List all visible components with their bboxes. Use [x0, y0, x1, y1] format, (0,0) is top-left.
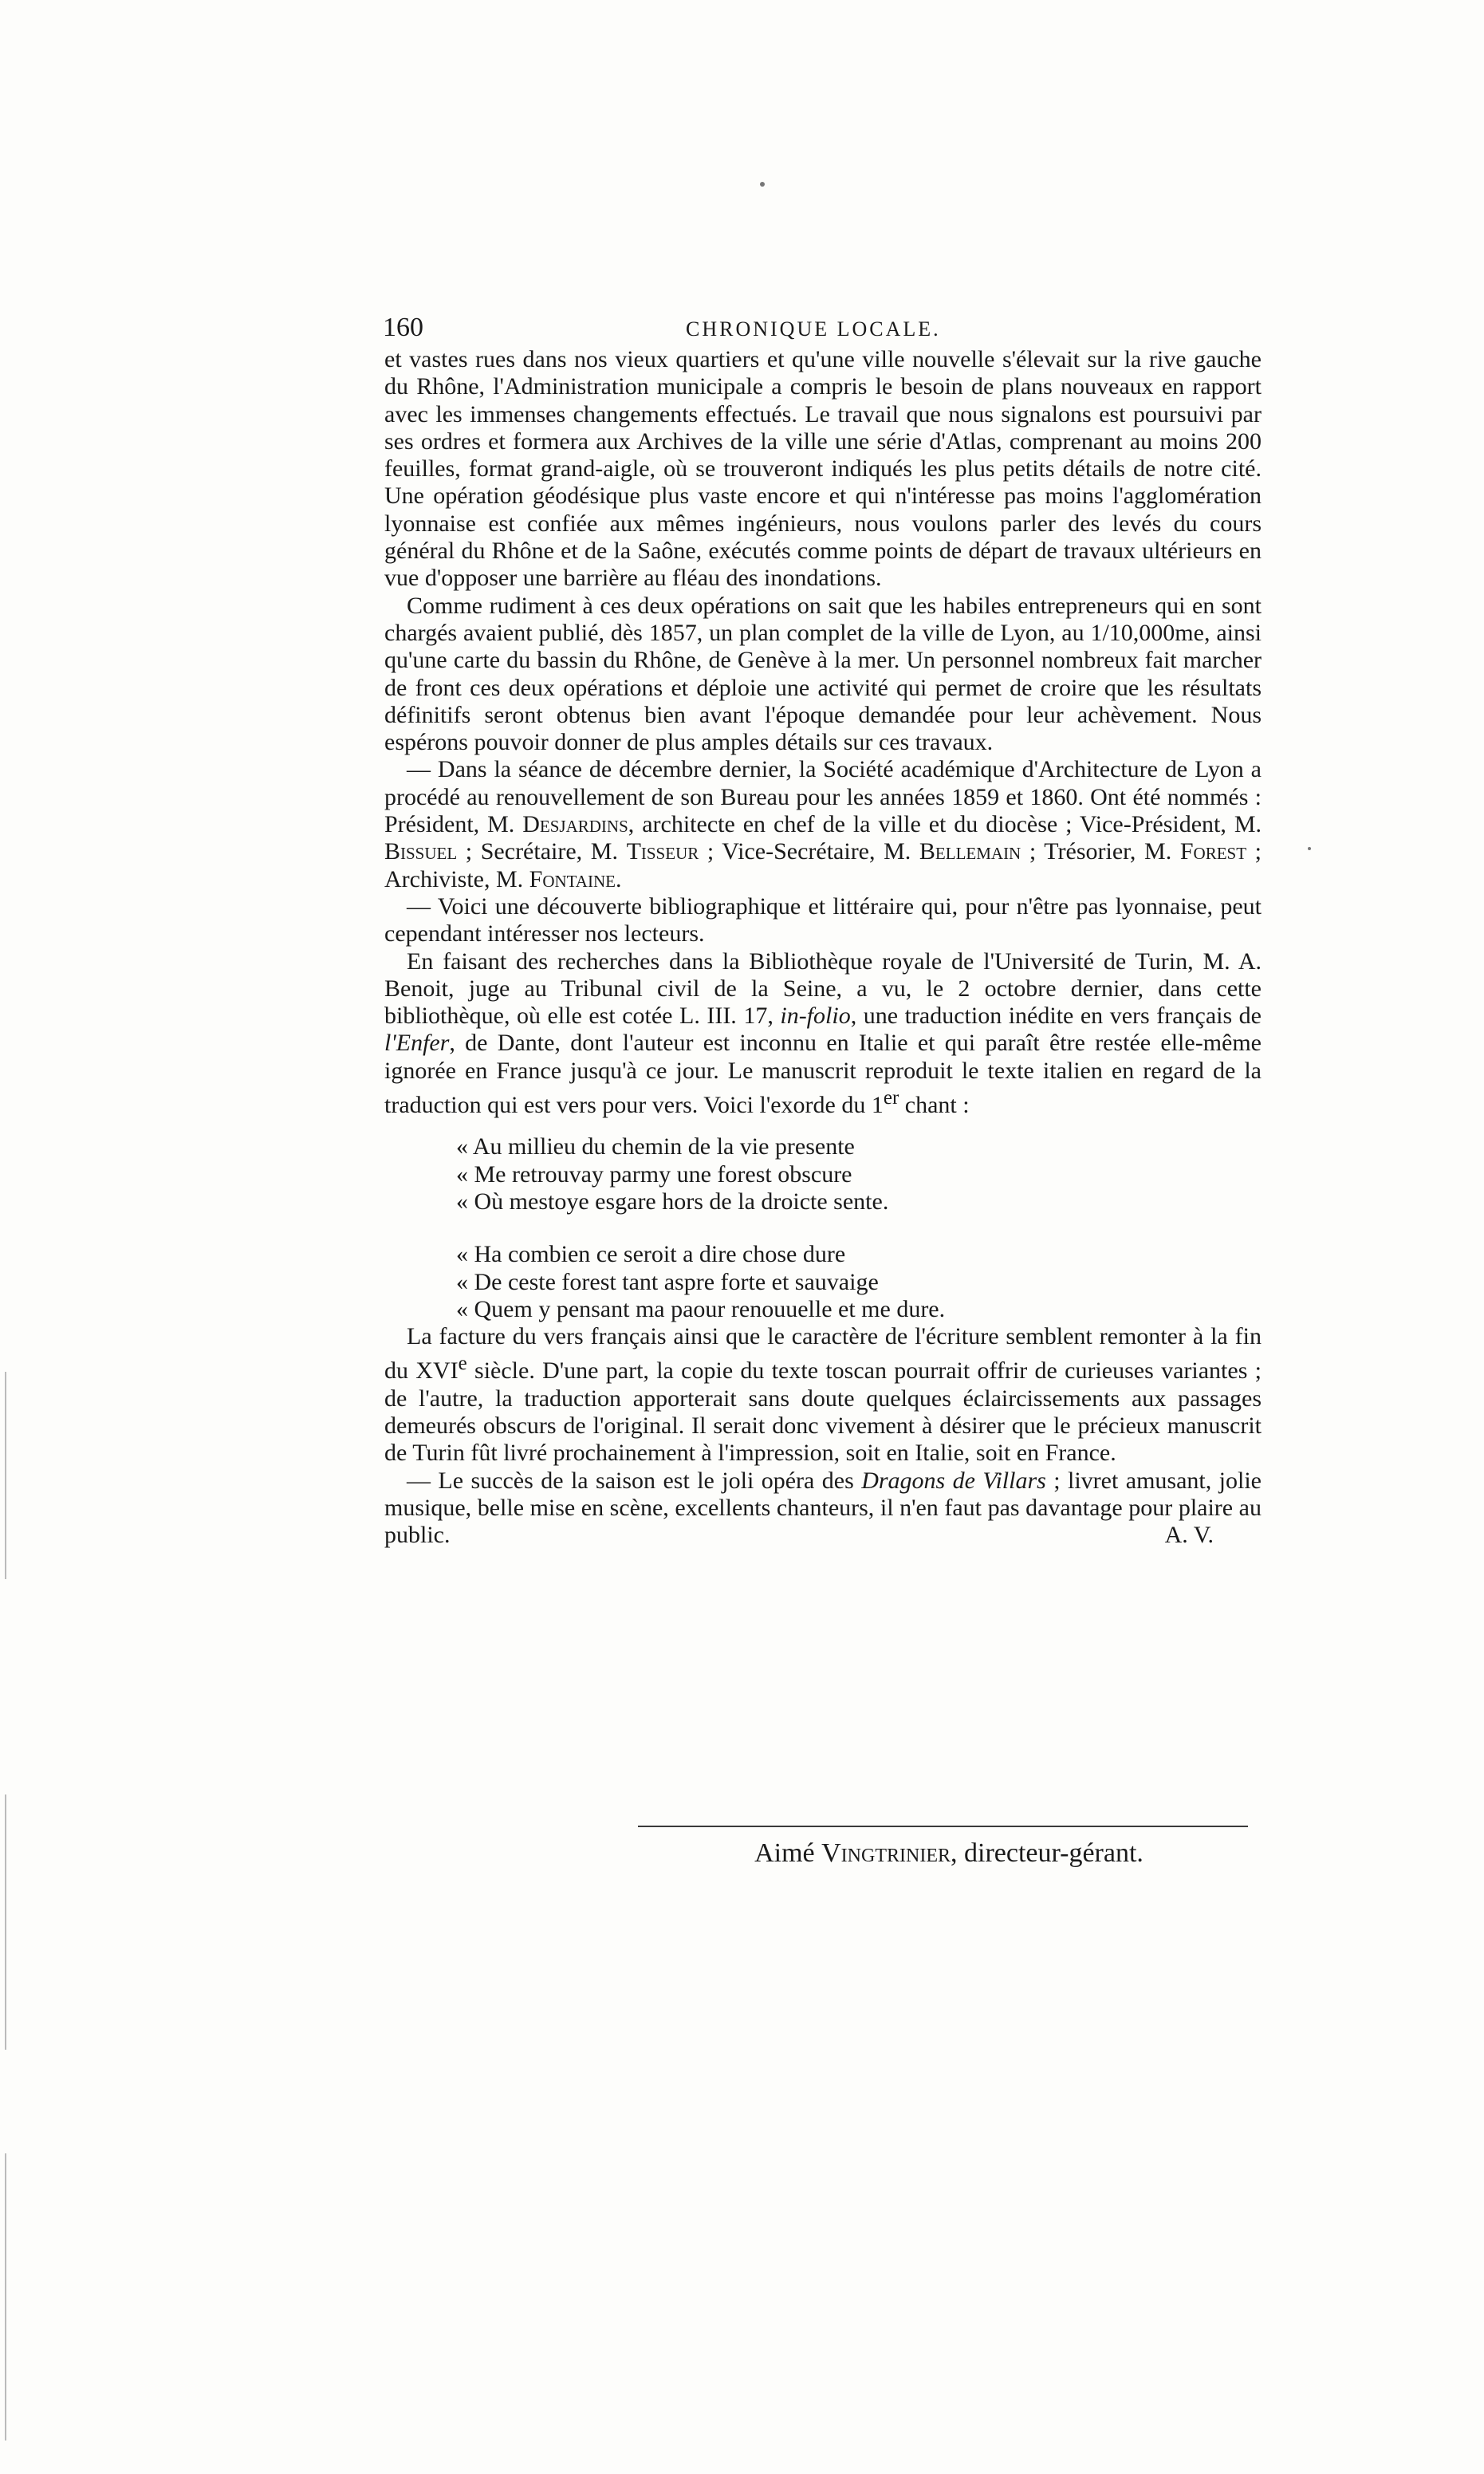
paragraph-text: ; livret amusant, jolie musique, belle mise en scène, excellents chanteurs, il n'en faut pas davantage pour plaire au public.	[384, 1467, 1262, 1549]
person-name: Desjardins	[522, 811, 628, 838]
paragraph-text: ; Vice-Secrétaire, M.	[699, 838, 919, 865]
scan-speck	[1308, 847, 1311, 850]
paragraph-text: ; Trésorier, M.	[1021, 838, 1180, 865]
paragraph-text: — Dans la séance de décembre dernier, la Société académique d'Architecture de Lyon a procédé au renouvellement de son Bureau pour les années 1859 et 1860. Ont été nommés : Président, M.	[384, 756, 1262, 838]
person-name: Bellemain	[919, 838, 1021, 865]
paragraph-text: siècle. D'une part, la copie du texte toscan pourrait offrir de curieuses variantes ; de l'autre, la traduction apporterait sans doute quelques éclaircissements aux passages demeurés obscurs de l'original. Il serait donc vivement à désirer que le précieux manuscrit de Turin fût livré prochainement à l'impression, soit en Italie, soit en France.	[384, 1357, 1262, 1467]
verse-line: « Ha combien ce seroit a dire chose dure	[456, 1241, 846, 1268]
imprint-last-name: Vingtrinier	[821, 1838, 951, 1868]
paragraph-text: chant :	[899, 1092, 970, 1119]
page-number: 160	[383, 313, 423, 342]
verse-line: « Me retrouvay parmy une forest obscure	[456, 1160, 852, 1188]
italic-text: in-folio	[780, 1003, 851, 1030]
verse-line: « Où mestoye esgare hors de la droicte sente.	[456, 1188, 889, 1215]
paragraph-text: et vastes rues dans nos vieux quartiers et qu'une ville nouvelle s'élevait sur la rive gauche du Rhône, l'Administration municipale a compris le besoin de plans nouveaux en rapport avec les immenses changements effectués. Le travail que nous signalons est poursuivi par ses ordres et formera aux Archives de la ville une série d'Atlas, comprenant au moins 200 feuilles, format grand-aigle, où se trouveront indiqués les plus petits détails de notre cité. Une opération géodésique plus vaste encore et qui n'intéresse pas moins l'agglomération lyonnaise est confiée aux mêmes ingénieurs, nous voulons parler des levés du cours général du Rhône et de la Saône, exécutés comme points de départ de travaux ultérieurs en vue d'opposer une barrière au fléau des inondations.	[384, 346, 1262, 592]
page-header	[383, 313, 1260, 351]
paragraph-text: .	[615, 865, 622, 892]
paragraph-text: ; Secrétaire, M.	[457, 838, 627, 865]
stanza-gap	[456, 1215, 1262, 1241]
paragraph-text: La facture du vers français ainsi que le caractère de l'écriture semblent remonter à la fin du	[384, 1323, 1262, 1385]
paragraph	[384, 593, 1262, 757]
imprint-role: , directeur-gérant.	[951, 1838, 1144, 1868]
paragraph-text: En faisant des recherches dans la Bibliothèque royale de l'Université de Turin, M. A. Benoit, juge au Tribunal civil de la Seine, a vu, le 2 octobre dernier, dans cette bibliothèque, où elle est cotée L. III. 17,	[384, 947, 1262, 1030]
paragraph-text: , une traduction inédite en vers français de	[850, 1003, 1262, 1030]
work-title: l'Enfer	[384, 1030, 450, 1057]
author-signature: A. V.	[1164, 1522, 1214, 1549]
ordinal-suffix: er	[883, 1087, 899, 1109]
paragraph-text: ; Archiviste, M.	[384, 838, 1262, 892]
person-name: Bissuel	[384, 838, 458, 865]
divider-rule	[638, 1826, 1248, 1827]
paragraph	[384, 893, 1262, 948]
paragraph	[384, 1467, 1262, 1550]
verse-line: « Quem y pensant ma paour renouuelle et me dure.	[456, 1295, 946, 1322]
century-numeral: XVI	[415, 1357, 459, 1385]
work-title: Dragons de Villars	[861, 1467, 1046, 1494]
century-suffix: e	[458, 1353, 467, 1375]
scan-speck	[760, 182, 765, 187]
paragraph-text: Comme rudiment à ces deux opérations on sait que les habiles entrepreneurs qui en sont chargés avaient publié, dès 1857, un plan complet de la ville de Lyon, au 1/10,000me, ainsi qu'une carte du bassin du Rhône, de Genève à la mer. Un personnel nombreux fait marcher de front ces deux opérations et déploie une activité qui permet de croire que les résultats définitifs seront obtenus bien avant l'époque demandée pour leur achèvement. Nous espérons pouvoir donner de plus amples détails sur ces travaux.	[384, 592, 1262, 756]
person-name: Forest	[1179, 838, 1247, 865]
paragraph-text: — Le succès de la saison est le joli opéra des	[407, 1467, 862, 1494]
imprint-line	[662, 1838, 1236, 1869]
paragraph	[384, 1323, 1262, 1467]
person-name: Fontaine	[529, 865, 616, 892]
paragraph	[384, 948, 1262, 1120]
paragraph	[384, 756, 1262, 892]
paragraph	[384, 346, 1262, 593]
paragraph-text: — Voici une découverte bibliographique et littéraire qui, pour n'être pas lyonnaise, peut cependant intéresser nos lecteurs.	[384, 892, 1262, 947]
verse-quotation	[384, 1133, 1262, 1323]
imprint-first-name: Aimé	[754, 1838, 822, 1868]
page-edge-line	[5, 2153, 6, 2441]
person-name: Tisseur	[626, 838, 699, 865]
verse-line: « De ceste forest tant aspre forte et sauvaige	[456, 1268, 879, 1295]
page-edge-line	[5, 1794, 6, 2050]
paragraph-text: , architecte en chef de la ville et du diocèse ; Vice-Président, M.	[628, 811, 1262, 838]
ordinal-number: 1	[871, 1092, 884, 1119]
verse-line: « Au millieu du chemin de la vie presente	[456, 1133, 855, 1160]
article-body	[384, 346, 1262, 1549]
page-edge-line	[5, 1372, 6, 1579]
paragraph-text: , de Dante, dont l'auteur est inconnu en Italie et qui paraît être restée elle-même ignorée en France jusqu'à ce jour. Le manuscrit reproduit le texte italien en regard de la traduction qui est vers pour vers. Voici l'exorde du	[384, 1030, 1262, 1119]
running-head: CHRONIQUE LOCALE.	[686, 317, 941, 341]
